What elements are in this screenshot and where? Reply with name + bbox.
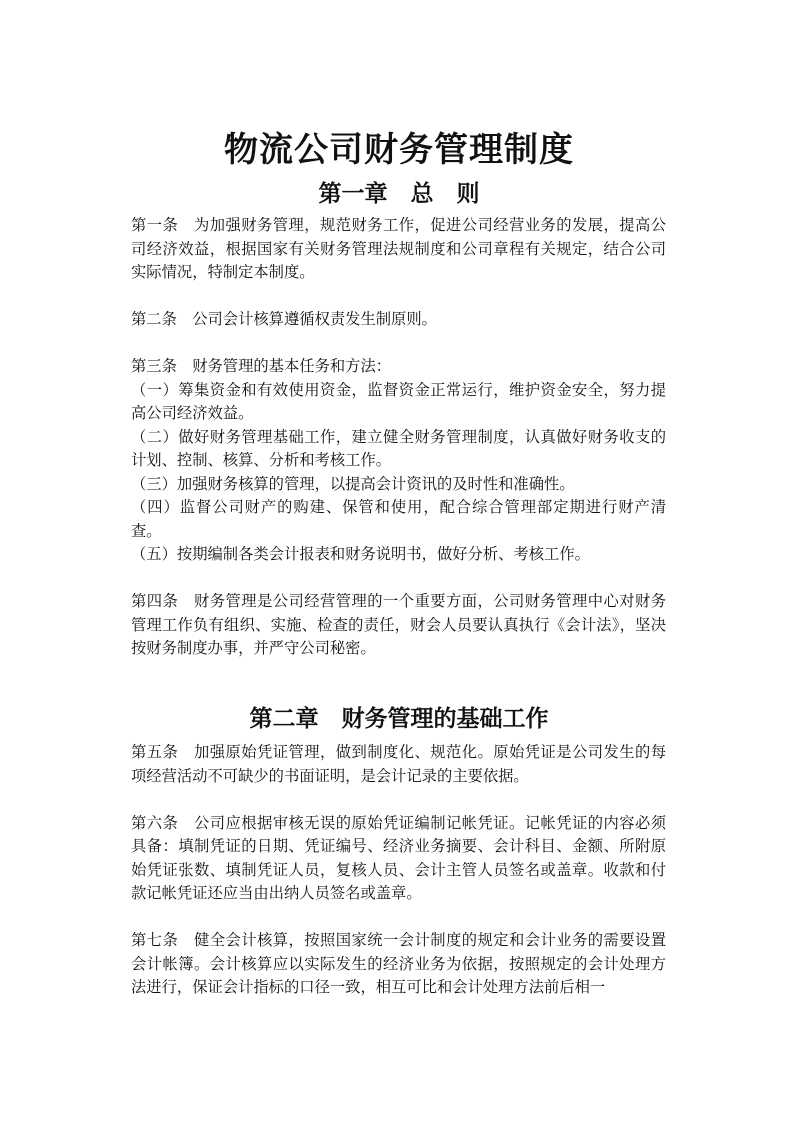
article-7: 第七条 健全会计核算，按照国家统一会计制度的规定和会计业务的需要设置会计帐簿。会计核算应以实际发生的经济业务为依据，按照规定的会计处理方法进行，保证会计指标的口径一致，相互可比和会计处理方法前后相一: [131, 931, 666, 996]
article-3: 第三条 财务管理的基本任务和方法：: [131, 357, 392, 375]
chapter-1-heading: 第一章 总 则: [318, 180, 480, 207]
chapter-2-heading: 第二章 财务管理的基础工作: [249, 705, 549, 732]
article-3-item-3: （三）加强财务核算的管理，以提高会计资讯的及时性和准确性。: [131, 474, 575, 493]
paragraph-gap: [131, 788, 666, 812]
chapter-2-body: [131, 741, 666, 1000]
article-6: 第六条 公司应根据审核无误的原始凭证编制记帐凭证。记帐凭证的内容必须具备：填制凭证的日期、凭证编号、经济业务摘要、会计科目、金额、所附原始凭证张数、填制凭证人员，复核人员、会计主管人员签名或盖章。收款和付款记帐凭证还应当由出纳人员签名或盖章。: [131, 813, 666, 902]
chapter-1-body: [131, 214, 666, 661]
article-3-item-5: （五）按期编制各类会计报表和财务说明书，做好分析、考核工作。: [131, 545, 590, 563]
paragraph-gap: [131, 567, 666, 591]
article-3-item-1: （一）筹集资金和有效使用资金，监督资金正常运行，维护资金安全，努力提高公司经济效益。: [131, 380, 666, 422]
article-1: 第一条 为加强财务管理，规范财务工作，促进公司经营业务的发展，提高公司经济效益，根据国家有关财务管理法规制度和公司章程有关规定，结合公司实际情况，特制定本制度。: [131, 216, 666, 281]
paragraph-gap: [131, 906, 666, 930]
article-5: 第五条 加强原始凭证管理，做到制度化、规范化。原始凭证是公司发生的每项经营活动不可缺少的书面证明，是会计记录的主要依据。: [131, 743, 666, 785]
article-3-item-2: （二）做好财务管理基础工作，建立健全财务管理制度，认真做好财务收支的计划、控制、核算、分析和考核工作。: [131, 427, 666, 469]
document-title: 物流公司财务管理制度: [224, 130, 574, 170]
paragraph-gap: [131, 332, 666, 356]
article-2: 第二条 公司会计核算遵循权责发生制原则。: [131, 310, 437, 328]
paragraph-gap: [131, 285, 666, 309]
article-3-item-4: （四）监督公司财产的购建、保管和使用，配合综合管理部定期进行财产清查。: [131, 498, 666, 540]
article-4: 第四条 财务管理是公司经营管理的一个重要方面，公司财务管理中心对财务管理工作负有组织、实施、检查的责任，财会人员要认真执行《会计法》，坚决按财务制度办事，并严守公司秘密。: [131, 592, 666, 657]
